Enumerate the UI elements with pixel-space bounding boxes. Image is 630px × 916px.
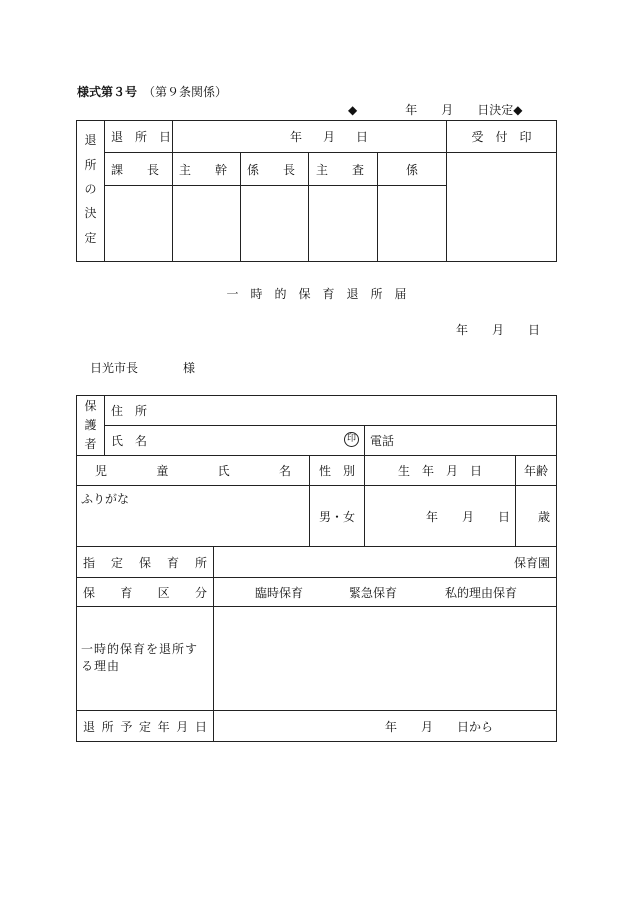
category-label: 保 育 区 分 [83,585,207,600]
child-age-field[interactable] [516,486,536,546]
reception-seal-label: 受 付 印 [471,130,532,144]
reception-seal-slot[interactable] [447,153,556,261]
decision-date: ◆ 年 月 日決定◆ [348,103,523,117]
exit-date-month[interactable]: 月 [323,130,336,144]
reason-field[interactable] [214,607,556,710]
approver-deputy-director: 主 幹 [179,162,228,177]
approver-group-chief: 係 長 [247,162,296,177]
document-title: 一 時 的 保 育 退 所 届 [226,287,407,301]
guardian-address-label: 住 所 [111,404,148,418]
submission-date[interactable]: 年 月 日 [456,323,541,337]
seal-slot-section-chief[interactable] [105,186,172,261]
addressee-honorific: 様 [183,361,196,375]
guardian-name-field[interactable] [160,426,340,455]
guardian-address-field[interactable] [160,396,555,425]
category-option-private[interactable]: 私的理由保育 [445,585,518,600]
guardian-side-label: 保 護 者 [84,399,97,451]
related-article: （第９条関係） [143,85,228,99]
child-birthdate-header: 生 年 月 日 [397,464,482,478]
facility-name-field[interactable] [214,547,514,577]
category-option-temporary[interactable]: 臨時保育 [255,585,304,600]
form-number: 様式第３号 [77,85,138,99]
seal-slot-staff[interactable] [378,186,446,261]
exit-schedule-field[interactable]: 年 月 日から [385,719,494,734]
reason-label: 一時的保育を退所する理由 [81,642,199,673]
child-age-header: 年齢 [523,464,548,478]
exit-date-year[interactable]: 年 [290,130,303,144]
decision-side-label: 退 所 の 決 定 [84,133,97,245]
facility-suffix: 保育園 [514,555,551,570]
approver-section-chief: 課 長 [111,162,160,177]
exit-date-label: 退 所 日 [111,130,172,144]
addressee: 日光市長 [90,361,139,375]
guardian-name-label: 氏 名 [111,434,148,448]
child-birthdate-field[interactable]: 年 月 日 [426,509,511,524]
category-option-emergency[interactable]: 緊急保育 [349,585,398,600]
exit-date-day[interactable]: 日 [356,130,369,144]
seal-icon: 印 [344,432,359,447]
child-name-field[interactable] [77,508,308,545]
seal-slot-deputy-director[interactable] [173,186,240,261]
child-sex-options[interactable]: 男・女 [318,509,355,524]
child-name-header: 児 童 氏 名 [95,464,291,478]
guardian-phone-label: 電話 [370,434,395,448]
child-sex-header: 性 別 [318,464,355,478]
guardian-phone-field[interactable] [400,426,555,455]
approver-senior-staff: 主 査 [316,162,365,177]
seal-slot-senior-staff[interactable] [309,186,377,261]
child-age-unit: 歳 [538,509,551,524]
seal-slot-group-chief[interactable] [241,186,308,261]
exit-schedule-label: 退 所 予 定 年 月 日 [83,719,207,734]
furigana-label: ふりがな [81,492,130,506]
approver-staff: 係 [405,162,418,177]
facility-label: 指 定 保 育 所 [83,555,207,570]
